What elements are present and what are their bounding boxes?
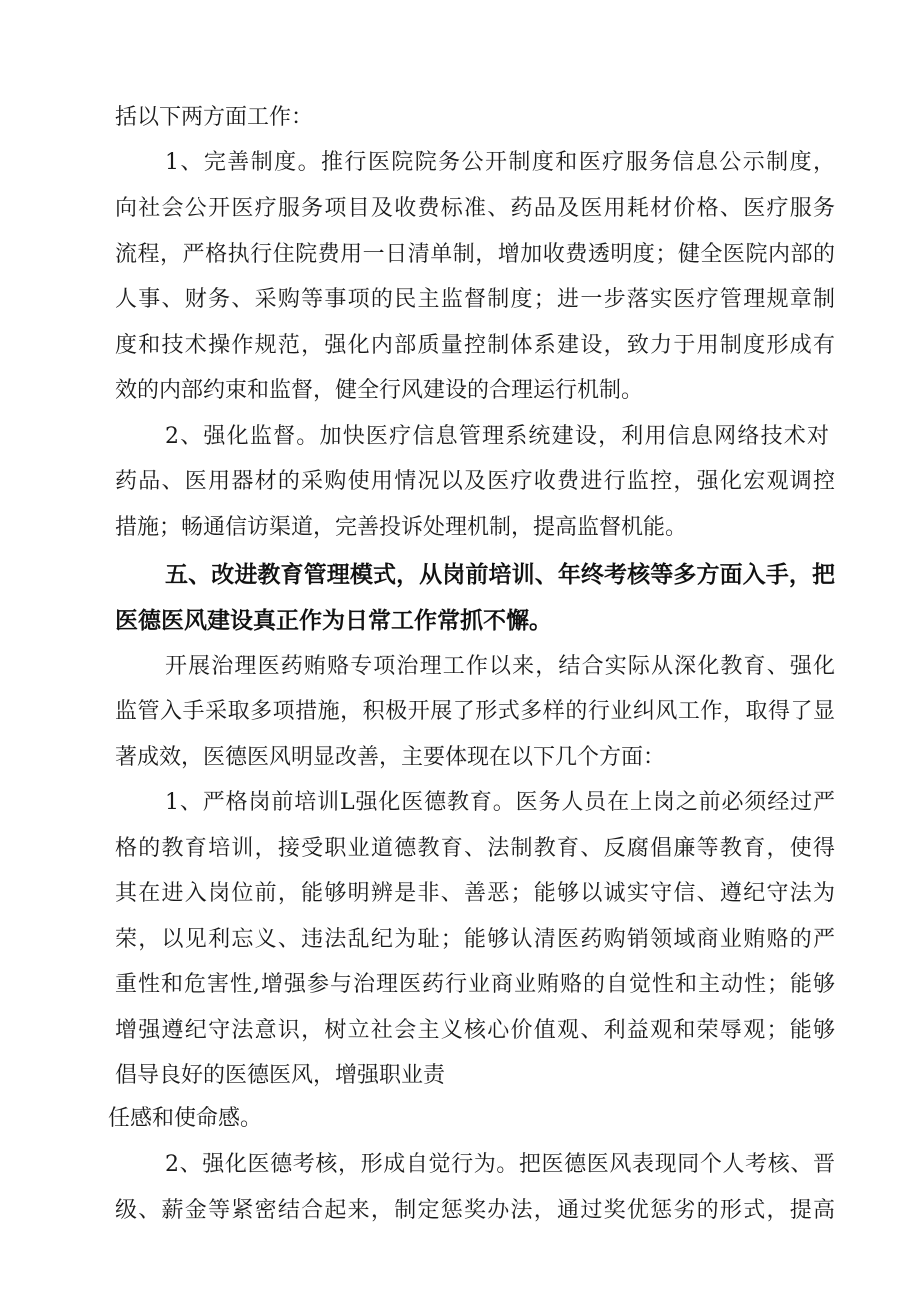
text-line: 2、强化监督。加快医疗信息管理系统建设，利用信息网络技术对 (165, 424, 829, 449)
text-line: 荣，以见利忘义、违法乱纪为耻；能够认清医药购销领域商业贿赂的严 (115, 927, 835, 952)
section-heading-line: 五、改进教育管理模式，从岗前培训、年终考核等多方面入手，把 (165, 562, 835, 588)
text-line: 向社会公开医疗服务项目及收费标准、药品及医用耗材价格、医疗服务 (115, 196, 835, 221)
text-line: 药品、医用器材的采购使用情况以及医疗收费进行监控，强化宏观调控 (115, 469, 835, 494)
text-line: 任感和使命感。 (108, 1106, 263, 1131)
text-line: 其在进入岗位前，能够明辨是非、善恶；能够以诚实守信、遵纪守法为 (115, 881, 835, 906)
text-line: 增强遵纪守法意识，树立社会主义核心价值观、利益观和荣辱观；能够 (115, 1018, 835, 1043)
text-line: 人事、财务、采购等事项的民主监督制度；进一步落实医疗管理规章制 (115, 287, 835, 312)
text-line: 格的教育培训，接受职业道德教育、法制教育、反腐倡廉等教育，使得 (115, 836, 835, 861)
text-line: 著成效，医德医风明显改善，主要体现在以下几个方面： (115, 745, 666, 770)
text-line: 级、薪金等紧密结合起来，制定惩奖办法，通过奖优惩劣的形式，提高 (115, 1198, 835, 1223)
text-line: 2、强化医德考核，形成自觉行为。把医德医风表现同个人考核、晋 (165, 1152, 835, 1177)
text-line: 倡导良好的医德医风，增强职业责 (115, 1063, 446, 1088)
text-line: 开展治理医药贿赂专项治理工作以来，结合实际从深化教育、强化 (165, 654, 835, 679)
text-line: 措施；畅通信访渠道，完善投诉处理机制，提高监督机能。 (115, 515, 688, 540)
text-line: 括以下两方面工作： (115, 105, 314, 130)
text-line: 1、完善制度。推行医院院务公开制度和医疗服务信息公示制度， (165, 150, 835, 175)
text-line: 重性和危害性,增强参与治理医药行业商业贿赂的自觉性和主动性；能够 (115, 972, 835, 997)
text-line: 1、严格岗前培训L强化医德教育。医务人员在上岗之前必须经过严 (165, 790, 835, 815)
section-heading-line: 医德医风建设真正作为日常工作常抓不懈。 (115, 608, 552, 634)
text-line: 监管入手采取多项措施，积极开展了形式多样的行业纠风工作，取得了显 (115, 699, 835, 724)
text-line: 效的内部约束和监督，健全行风建设的合理运行机制。 (115, 378, 644, 403)
text-line: 流程，严格执行住院费用一日清单制，增加收费透明度；健全医院内部的 (115, 242, 835, 267)
text-line: 度和技术操作规范，强化内部质量控制体系建设，致力于用制度形成有 (115, 333, 835, 358)
